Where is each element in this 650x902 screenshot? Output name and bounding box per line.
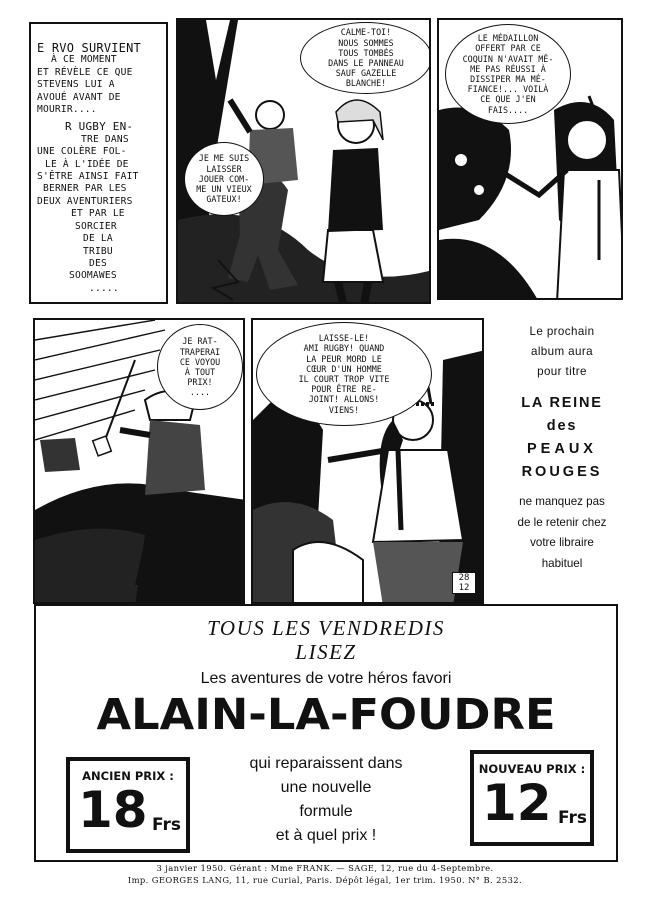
page-number-stamp <box>452 572 476 594</box>
balloon-line: SAUF GAZELLE <box>335 68 397 79</box>
balloon-line: GATEUX! <box>206 194 242 205</box>
promo-line: Le prochain <box>529 325 595 338</box>
balloon-line: ME UN VIEUX <box>196 184 252 195</box>
ad-headline-2: LISEZ <box>295 640 357 664</box>
panel-3-medallion <box>437 18 623 300</box>
speech-balloon-let-him-go <box>256 322 432 426</box>
caption-line: TRE DANS <box>81 133 129 145</box>
speech-balloon-catch-him <box>157 324 243 410</box>
panel-4-chase <box>33 318 245 604</box>
page-number-bottom: 12 <box>458 583 470 593</box>
alain-la-foudre-advertisement <box>34 604 618 862</box>
new-price-unit: Frs <box>558 808 588 828</box>
promo-line: de le retenir chez <box>517 515 607 529</box>
balloon-line: DANS LE PANNEAU <box>328 58 404 68</box>
balloon-line: CALME-TOI! <box>340 27 392 38</box>
balloon-line: CE VOYOU <box>179 356 221 367</box>
balloon-line: FAIS.... <box>487 104 529 115</box>
balloon-line: VIENS! <box>328 404 360 415</box>
caption-line: MOURIR.... <box>37 104 97 116</box>
caption-line: E RVO SURVIENT <box>37 41 141 55</box>
promo-line: album aura <box>530 345 593 358</box>
balloon-line: LA PEUR MORD LE <box>306 353 382 364</box>
new-price-value: 12 <box>482 774 552 832</box>
balloon-line: OFFERT PAR CE <box>475 43 541 54</box>
caption-line: AVOUÉ AVANT DE <box>37 91 121 103</box>
ad-subline: Les aventures de votre héros favori <box>200 670 452 687</box>
speech-balloon-fooled <box>184 142 264 216</box>
promo-album-title <box>492 392 632 484</box>
new-price-box <box>470 750 594 846</box>
promo-title-line: LA REINE <box>521 395 603 411</box>
balloon-line: FIANCE!... VOILÀ <box>467 84 549 95</box>
balloon-line: JOUER COM- <box>198 173 250 184</box>
balloon-line: AMI RUGBY! QUAND <box>303 343 385 354</box>
page-number-top: 28 <box>458 573 470 583</box>
balloon-line: TOUS TOMBÉS <box>338 47 394 58</box>
caption-line: DE LA <box>83 233 113 245</box>
imprint-line-1: 3 janvier 1950. Gérant : Mme FRANK. — SAGE, 12, rue du 4-Septembre. <box>156 863 494 873</box>
promo-title-line: des <box>546 418 578 434</box>
balloon-line: JE ME SUIS <box>198 153 250 164</box>
balloon-line: NOUS SOMMES <box>338 37 394 48</box>
ad-headline-1: TOUS LES VENDREDIS <box>207 616 445 640</box>
panel-5-let-him-go <box>251 318 484 604</box>
balloon-line: CŒUR D'UN HOMME <box>306 363 382 374</box>
promo-outro <box>492 492 632 574</box>
panel-1-caption <box>29 22 168 304</box>
balloon-line: LE MÉDAILLON <box>477 33 539 44</box>
balloon-line: DISSIPER MA MÉ- <box>470 74 546 84</box>
balloon-line: JOINT! ALLONS! <box>308 394 380 405</box>
balloon-line: BLANCHE! <box>345 78 387 89</box>
balloon-line: À TOUT <box>184 367 216 377</box>
ad-middle-line: une nouvelle <box>280 779 372 796</box>
caption-line: À CE MOMENT <box>51 54 117 66</box>
balloon-line: CE QUE J'EN <box>480 94 536 105</box>
promo-intro <box>492 322 632 382</box>
balloon-line: TRAPERAI <box>179 346 221 357</box>
new-price-label: NOUVEAU PRIX : <box>478 762 586 776</box>
next-album-promo <box>492 322 632 574</box>
panel-2-forest-scene <box>176 18 431 304</box>
imprint-line-2: Imp. GEORGES LANG, 11, rue Curial, Paris. Dépôt légal, 1er trim. 1950. N° B. 2532. <box>127 875 523 885</box>
promo-line: habituel <box>541 556 583 570</box>
caption-line: STEVENS LUI A <box>37 79 115 91</box>
ad-hero-name: ALAIN-LA-FOUDRE <box>96 690 556 740</box>
panel-1-caption-text <box>37 42 165 295</box>
caption-line: DES <box>89 257 107 269</box>
balloon-line: LAISSER <box>206 163 242 174</box>
caption-line: SORCIER <box>75 220 117 232</box>
caption-line: S'ÊTRE AINSI FAIT <box>37 171 139 183</box>
old-price-value: 18 <box>78 781 148 839</box>
caption-line: UNE COLÈRE FOL- <box>37 146 127 158</box>
caption-line: ET RÉVÈLE CE QUE <box>37 66 133 78</box>
balloon-line: .... <box>189 387 211 398</box>
ad-middle-line: formule <box>299 803 353 820</box>
caption-line: TRIBU <box>83 245 113 257</box>
caption-line: ET PAR LE <box>71 208 125 220</box>
speech-balloon-calm-down <box>300 22 431 94</box>
caption-line: ..... <box>89 282 119 294</box>
speech-balloon-medallion <box>445 24 571 124</box>
caption-line: BERNER PAR LES <box>43 183 127 195</box>
old-price-box <box>66 757 190 853</box>
caption-line: DEUX AVENTURIERS <box>37 195 133 207</box>
ad-middle-line: et à quel prix ! <box>275 827 377 844</box>
balloon-line: JE RAT- <box>182 336 218 347</box>
balloon-line: LAISSE-LE! <box>318 333 370 344</box>
promo-title-line: PEAUX <box>527 441 597 457</box>
old-price-label: ANCIEN PRIX : <box>82 769 174 783</box>
ad-middle-line: qui reparaissent dans <box>249 755 403 772</box>
balloon-line: ME PAS RÉUSSI À <box>470 63 546 74</box>
balloon-line: POUR ÊTRE RE- <box>311 384 377 395</box>
promo-line: pour titre <box>537 365 587 378</box>
promo-line: votre libraire <box>530 536 594 549</box>
balloon-line: PRIX! <box>187 377 213 388</box>
balloon-line: COQUIN N'AVAIT MÊ- <box>462 53 554 64</box>
caption-line: LE À L'IDÉE DE <box>45 158 129 170</box>
promo-title-line: ROUGES <box>521 464 603 480</box>
caption-line: R UGBY EN- <box>65 120 134 134</box>
caption-line: SOOMAWES <box>69 270 117 282</box>
balloon-line: IL COURT TROP VITE <box>298 374 390 384</box>
ad-middle-text <box>226 752 426 848</box>
promo-line: ne manquez pas <box>519 495 605 508</box>
old-price-unit: Frs <box>152 815 182 835</box>
